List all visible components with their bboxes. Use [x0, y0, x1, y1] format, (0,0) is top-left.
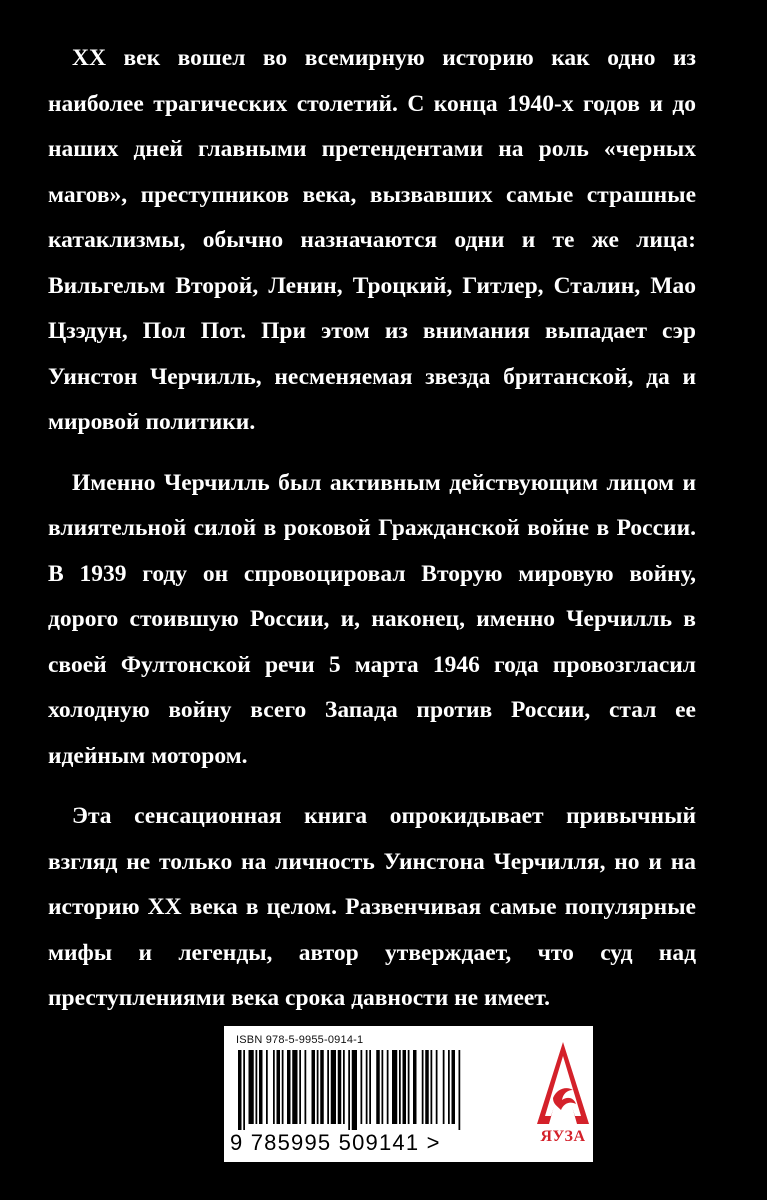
- barcode-bar: [392, 1050, 397, 1124]
- barcode-bar: [277, 1050, 281, 1124]
- barcode-bar: [266, 1050, 268, 1124]
- barcode-bar: [382, 1050, 384, 1124]
- barcode-bar: [448, 1050, 450, 1124]
- barcode-bar: [256, 1050, 258, 1124]
- barcode-bar: [343, 1050, 345, 1124]
- barcode-bar: [312, 1050, 316, 1124]
- barcode-bar: [249, 1050, 254, 1124]
- barcode-bar: [366, 1050, 368, 1124]
- barcode-digits: 9 785995 509141 >: [230, 1130, 441, 1155]
- barcode-bar: [282, 1050, 284, 1124]
- barcode-bar: [331, 1050, 336, 1124]
- barcode-bar: [387, 1050, 389, 1124]
- barcode-bar: [408, 1050, 410, 1124]
- barcode-bar: [452, 1050, 456, 1124]
- isbn-label: ISBN 978-5-9955-0914-1: [236, 1034, 364, 1046]
- barcode-bar: [399, 1050, 401, 1124]
- barcode-bar: [305, 1050, 307, 1124]
- annotation-paragraph-1: XX век вошел во всемирную историю как одно из наиболее трагических столетий. С конца 1940-х годов и до наших дней главными претендентами на роль «черных магов», преступников века, вызвавших самые страшные катаклизмы, обычно назначаются одни и те же лица: Вильгельм Второй, Ленин, Троцкий, Гитлер, Сталин, Мао Цзэдун, Пол Пот. При этом из внимания выпадает сэр Уинстон Черчилль, несменяемая звезда британской, да и мировой политики.: [48, 45, 696, 435]
- barcode-graphic: [234, 1050, 520, 1130]
- barcode-bar: [369, 1050, 371, 1124]
- barcode-bar: [361, 1050, 363, 1124]
- barcode-bar: [292, 1050, 297, 1124]
- barcode-bar: [243, 1050, 245, 1130]
- barcode-bar: [352, 1050, 357, 1130]
- barcode-bar: [413, 1050, 417, 1124]
- barcode-bar: [299, 1050, 301, 1124]
- annotation-paragraph-2: Именно Черчилль был активным действующим лицом и влиятельной силой в роковой Гражданской войне в России. В 1939 году он спровоцировал Вторую мировую войну, дорого стоившую России, и, наконец, именно Черчилль в своей Фултонской речи 5 марта 1946 года провозгласил холодную войну всего Запада против России, стал ее идейным мотором.: [48, 469, 696, 769]
- barcode-bar: [436, 1050, 438, 1124]
- annotation-paragraph-3: Эта сенсационная книга опрокидывает привычный взгляд не только на личность Уинстона Черчилля, но и на историю XX века в целом. Развенчивая самые популярные мифы и легенды, автор утверждает, что суд над преступлениями века срока давности не имеет.: [48, 803, 696, 1011]
- publisher-name: ЯУЗА: [540, 1128, 586, 1145]
- barcode-bar: [431, 1050, 433, 1124]
- barcode-bar: [376, 1050, 380, 1124]
- annotation-text: [48, 36, 696, 1037]
- barcode-bar: [287, 1050, 291, 1124]
- barcode-bar: [317, 1050, 319, 1124]
- yauza-flame-logo-icon: [533, 1040, 593, 1128]
- barcode-bar: [338, 1050, 342, 1124]
- barcode-bar: [259, 1050, 263, 1124]
- barcode-bar: [403, 1050, 407, 1124]
- barcode-bar: [273, 1050, 275, 1124]
- barcode-bar: [320, 1050, 324, 1124]
- barcode-bar: [238, 1050, 242, 1130]
- barcode-bar: [348, 1050, 350, 1130]
- barcode-bar: [425, 1050, 429, 1124]
- barcode-bar: [422, 1050, 424, 1124]
- publisher-logo: [533, 1026, 593, 1162]
- isbn-barcode-panel: [224, 1026, 533, 1162]
- barcode-bar: [443, 1050, 445, 1124]
- barcode-bar: [459, 1050, 461, 1130]
- barcode-bar: [327, 1050, 329, 1124]
